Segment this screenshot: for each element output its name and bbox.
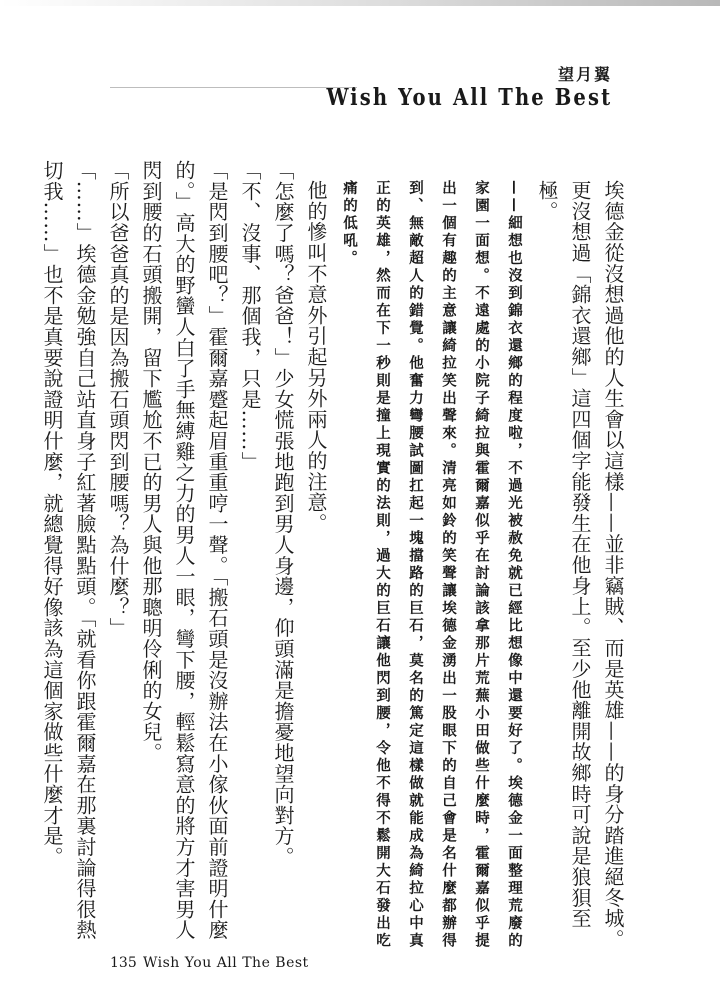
author-name: 望月翼 [557,65,612,84]
paragraph-1: 埃德金從沒想過他的人生會以這樣——並非竊賊、而是英雄——的身分踏進絕冬城。更沒想過「錦衣還鄉」這四個字能發生在他身上。至少他離開故鄉時可說是狼狽至極。 [535,180,625,950]
paragraph-8: 「……」埃德金勉強自己站直身子紅著臉點點頭。「就看你跟霍爾嘉在那裏討論得很熱切我……」也不是真要說證明什麼，就總覺得好像該為這個家做些什麼才是。 [40,160,97,941]
vertical-body-text [40,160,629,960]
paragraph-3: 他的慘叫不意外引起另外兩人的注意。 [304,180,328,534]
paragraph-6: 「是閃到腰吧？」霍爾嘉蹙起眉重重哼一聲。「搬石頭是沒辦法在小傢伙面前證明什麼的。」高大的野蠻人白了手無縛雞之力的男人一眼，彎下腰，輕鬆寫意的將方才害男人閃到腰的石頭搬開，留下尷尬不已的男人與他那聰明伶俐的女兒。 [139,160,229,941]
paragraph-7: 「所以爸爸真的是因為搬石頭閃到腰嗎？為什麼？」 [106,160,130,639]
header-divider [110,87,357,88]
series-title: Wish You All The Best [326,84,612,111]
paragraph-4: 「怎麼了嗎？爸爸！」少女慌張地跑到男人身邊，仰頭滿是擔憂地望向對方。 [271,160,295,868]
paragraph-2-text: ——細想也沒到錦衣還鄉的程度啦，不過光被赦免就已經比想像中還要好了。埃德金一面整理荒廢的家園一面想。不遠處的小院子綺拉與霍爾嘉似乎在討論該拿那片荒蕪小田做些什麼時，霍爾嘉似乎提出一個有趣的主意讓綺拉笑出聲來。清亮如鈴的笑聲讓埃德金湧出一股眼下的自己會是名什麼都辦得到、無敵超人的錯覺。他奮力彎腰試圖扛起一塊擋路的巨石，莫名的篤定這樣做就能成為綺拉心中真正的英雄，然而在下一秒則是撞上現實的法則，過大的巨石讓他閃到腰，令他不得不鬆開大石發出吃痛的低吼。 [341,180,522,950]
running-title: Wish You All The Best [143,955,309,971]
paragraph-5: 「不、沒事、那個我，只是……」 [238,160,262,472]
page-number: 135 [110,955,137,971]
paragraph-2 [332,160,530,960]
header-gradient-bar [0,0,720,6]
